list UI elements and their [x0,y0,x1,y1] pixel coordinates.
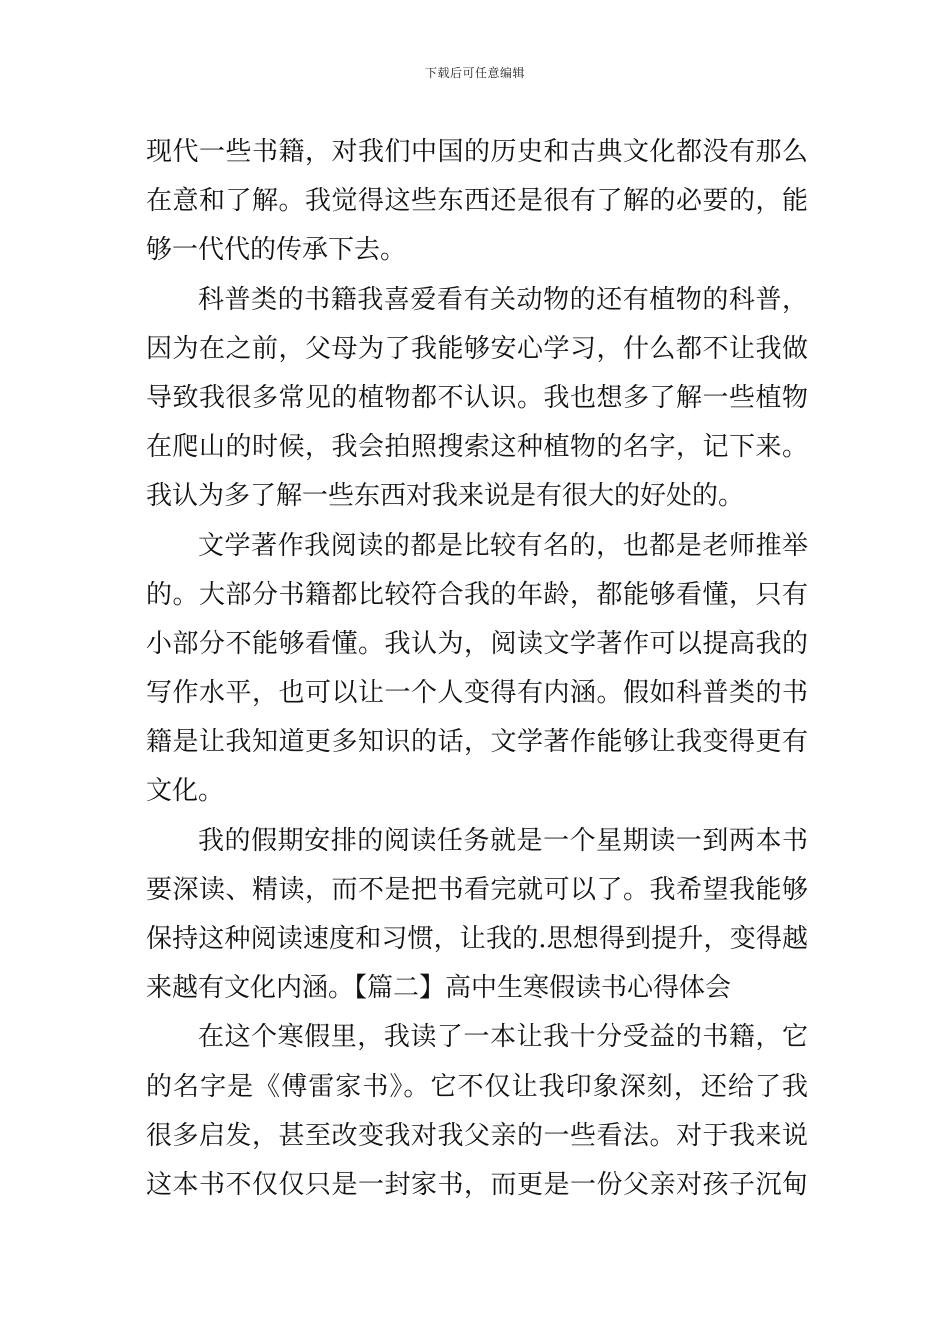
text-line: 的名字是《傅雷家书》。它不仅让我印象深刻，还给了我 [146,1071,808,1102]
text-line: 导致我很多常见的植物都不认识。我也想多了解一些植物 [146,382,808,413]
text-line: 现代一些书籍，对我们中国的历史和古典文化都没有那么 [146,137,808,167]
text-line: 很多启发，甚至改变我对我父亲的一些看法。对于我来说 [146,1120,808,1151]
text-line: 籍是让我知道更多知识的话，文学著作能够让我变得更有 [146,727,808,758]
text-line: 要深读、精读，而不是把书看完就可以了。我希望我能够 [146,874,808,905]
text-line: 小部分不能够看懂。我认为，阅读文学著作可以提高我的 [146,628,808,659]
text-line: 在这个寒假里，我读了一本让我十分受益的书籍，它 [198,1022,808,1053]
text-line: 在意和了解。我觉得这些东西还是很有了解的必要的，能 [146,186,808,217]
text-line: 这本书不仅仅只是一封家书，而更是一份父亲对孩子沉甸 [146,1169,808,1200]
text-line: 保持这种阅读速度和习惯，让我的.思想得到提升，变得越 [146,924,808,954]
text-line: 写作水平，也可以让一个人变得有内涵。假如科普类的书 [146,678,808,709]
text-line: 科普类的书籍我喜爱看有关动物的还有植物的科普， [198,284,808,315]
text-line: 来越有文化内涵。【篇二】高中生寒假读书心得体会 [146,973,732,1004]
text-line: 在爬山的时候，我会拍照搜索这种植物的名字，记下来。 [146,432,808,463]
text-line: 文学著作我阅读的都是比较有名的，也都是老师推举 [198,530,808,561]
page-header: 下载后可任意编辑 [424,66,525,80]
document-body [146,128,808,1210]
text-line: 我认为多了解一些东西对我来说是有很大的好处的。 [146,481,745,512]
text-line: 的。大部分书籍都比较符合我的年龄，都能够看懂，只有 [146,579,808,610]
text-line: 我的假期安排的阅读任务就是一个星期读一到两本书 [198,825,808,856]
text-line: 因为在之前，父母为了我能够安心学习，什么都不让我做 [146,333,808,364]
text-line: 够一代代的传承下去。 [146,235,407,266]
text-line: 文化。 [146,776,225,807]
